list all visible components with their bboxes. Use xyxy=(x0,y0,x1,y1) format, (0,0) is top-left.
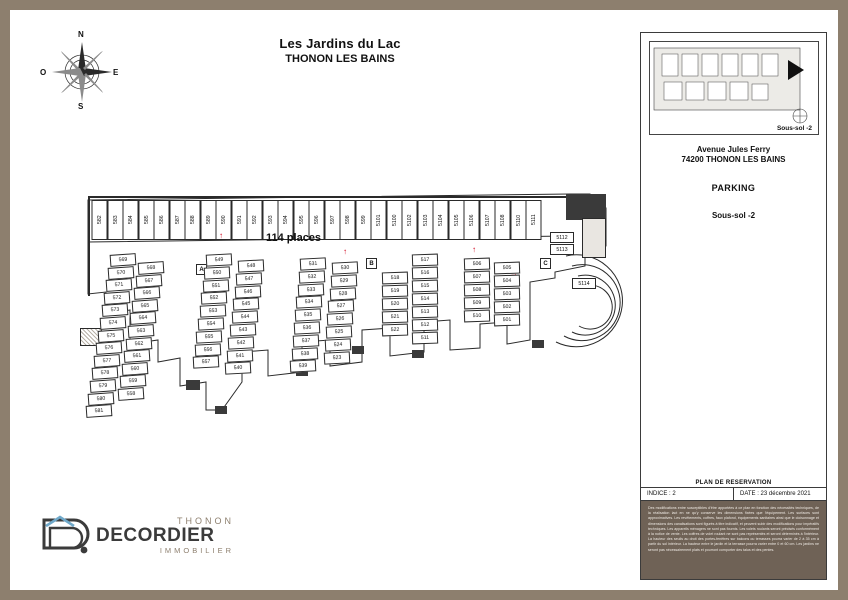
parking-stall[interactable]: 5101 xyxy=(371,200,387,240)
parking-stall[interactable]: 531 xyxy=(300,257,327,270)
mini-map-label: Sous-sol -2 xyxy=(776,125,812,132)
parking-stall[interactable]: 538 xyxy=(291,347,318,360)
tech-room-2 xyxy=(186,380,200,390)
logo-immobilier: IMMOBILIER xyxy=(159,546,234,555)
parking-stall[interactable]: 517 xyxy=(412,254,438,267)
direction-arrow-2: ↑ xyxy=(343,247,347,256)
parking-stall[interactable]: 532 xyxy=(299,270,326,283)
wall-top xyxy=(88,196,570,198)
parking-stall[interactable]: 553 xyxy=(199,305,226,318)
parking-stall[interactable]: 567 xyxy=(136,274,163,288)
parking-stall[interactable]: 564 xyxy=(130,311,157,325)
parking-stall[interactable]: 584 xyxy=(123,200,139,240)
parking-stall[interactable]: 516 xyxy=(412,267,438,280)
address-line-1: Avenue Jules Ferry xyxy=(696,145,771,154)
tech-room-6 xyxy=(412,350,424,358)
parking-stall[interactable]: 591 xyxy=(232,200,248,240)
parking-stall[interactable]: 565 xyxy=(132,299,159,313)
parking-stall[interactable]: 5108 xyxy=(495,200,511,240)
parking-stall[interactable]: 576 xyxy=(96,341,123,355)
parking-stall[interactable]: 518 xyxy=(382,272,408,285)
parking-stall[interactable]: 550 xyxy=(204,266,231,279)
parking-stall[interactable]: 539 xyxy=(290,360,317,373)
parking-stall[interactable]: 559 xyxy=(120,374,147,388)
parking-stall[interactable]: 535 xyxy=(295,309,322,322)
tech-room-3 xyxy=(215,406,227,414)
stair-block xyxy=(582,218,606,258)
legal-disclaimer: Des modifications entre susceptibles d'être apportées à ce plan en fonction des nécessités techniques, de la réalisation lact en ne qu'y conserve les dimensions fixées que l'équipement. Les surfaces sont approximatives. Les revêtements, coffres, faux plafond, équipements sanitaires ainsi que le cloisonnage et dimensions des canalisations sont figurés à titre indicatif, et peuvent subir des modifications pour impératifs techniques. Les appareils ménagers ne sont pas fournis. Les volets roulants seront précisés conformément à la notice de vente. Les coffres de volet roulant ne sont pas représentés et seront déterminés à l'intérieur. La hauteur des seuils au droit des portes-fenêtres sur balcons ou terrasses pourra varier de 2 à 35 cm à partir du sol intérieur. La hauteur entre le jardin et la terrasse pourra varier entre 0 et 60 cm. Les jardins ne seront pas nécessairement plats et pourront comporter des talus et des pentes. xyxy=(641,501,826,579)
parking-stall[interactable]: 562 xyxy=(126,337,153,351)
parking-stall[interactable]: 5104 xyxy=(433,200,449,240)
parking-stall[interactable]: 561 xyxy=(124,349,151,363)
parking-stall[interactable]: 571 xyxy=(106,278,133,292)
parking-stall[interactable]: 519 xyxy=(382,285,408,298)
parking-stall[interactable]: 513 xyxy=(412,306,438,319)
direction-arrow-1: ↑ xyxy=(219,231,223,240)
parking-stall[interactable]: 504 xyxy=(494,275,520,288)
logo-mark-icon xyxy=(40,514,92,560)
parking-stall[interactable]: 598 xyxy=(340,200,356,240)
parking-stall[interactable]: 573 xyxy=(102,303,129,317)
parking-stall[interactable]: 508 xyxy=(464,284,490,297)
compass-s: S xyxy=(78,102,84,111)
sheet xyxy=(10,10,838,590)
parking-stall[interactable]: 523 xyxy=(323,351,350,364)
parking-stall[interactable]: 528 xyxy=(329,287,356,300)
parking-stall[interactable]: 547 xyxy=(236,272,263,285)
parking-stall[interactable]: 566 xyxy=(134,286,161,300)
parking-stall[interactable]: 5112 xyxy=(550,232,574,243)
parking-stall[interactable]: 575 xyxy=(98,329,125,343)
parking-stall[interactable]: 507 xyxy=(464,271,490,284)
parking-stall[interactable]: 5102 xyxy=(402,200,418,240)
parking-stall[interactable]: 537 xyxy=(293,334,320,347)
parking-stall[interactable]: 580 xyxy=(88,392,115,406)
parking-stall[interactable]: 530 xyxy=(332,261,359,274)
parking-stall[interactable]: 511 xyxy=(412,332,438,345)
parking-stall[interactable]: 541 xyxy=(227,349,254,362)
tech-room-5 xyxy=(352,346,364,354)
parking-stall[interactable]: 574 xyxy=(100,316,127,330)
parking-stall[interactable]: 552 xyxy=(201,292,228,305)
info-panel xyxy=(640,32,827,580)
plan-level-label: Sous-sol -2 xyxy=(711,211,756,220)
parking-stall[interactable]: 583 xyxy=(108,200,124,240)
compass-n: N xyxy=(78,30,84,39)
parking-stall[interactable]: 5107 xyxy=(480,200,496,240)
parking-stall[interactable]: 524 xyxy=(325,338,352,351)
parking-stall[interactable]: 514 xyxy=(412,293,438,306)
parking-stall[interactable]: 5106 xyxy=(464,200,480,240)
parking-stall[interactable]: 581 xyxy=(86,404,113,418)
mini-location-map xyxy=(649,41,819,135)
service-block-top xyxy=(566,194,606,220)
page-title: Les Jardins du Lac xyxy=(279,36,401,51)
parking-stall[interactable]: 543 xyxy=(230,323,257,336)
address-line-2: 74200 THONON LES BAINS xyxy=(681,155,786,164)
revision-bar xyxy=(641,487,826,501)
parking-stall[interactable]: 503 xyxy=(494,288,520,301)
company-logo xyxy=(40,510,240,570)
parking-stall[interactable]: 589 xyxy=(201,200,217,240)
parking-stall[interactable]: 525 xyxy=(326,325,353,338)
parking-stall[interactable]: 587 xyxy=(170,200,186,240)
parking-stall[interactable]: 588 xyxy=(185,200,201,240)
parking-stall[interactable]: 542 xyxy=(228,336,255,349)
wall-left xyxy=(88,196,90,296)
parking-stall[interactable]: 556 xyxy=(195,343,222,356)
parking-stall[interactable]: 548 xyxy=(238,259,265,272)
address-block xyxy=(641,145,826,164)
parking-stall[interactable]: 520 xyxy=(382,298,408,311)
parking-stall[interactable]: 596 xyxy=(309,200,325,240)
parking-stall[interactable]: 557 xyxy=(193,356,220,369)
parking-stall[interactable]: 533 xyxy=(297,283,324,296)
reservation-title: PLAN DE RESERVATION xyxy=(695,480,772,486)
parking-stall[interactable]: 560 xyxy=(122,362,149,376)
parking-stall[interactable]: 554 xyxy=(198,317,225,330)
parking-stall[interactable]: 558 xyxy=(118,387,145,401)
page-subtitle: THONON LES BAINS xyxy=(285,53,395,65)
compass-o: O xyxy=(40,68,47,77)
parking-stall[interactable]: 545 xyxy=(233,298,260,311)
marker-c: C xyxy=(540,258,551,269)
parking-stall[interactable]: 595 xyxy=(294,200,310,240)
parking-stall[interactable]: 506 xyxy=(464,258,490,271)
parking-stall[interactable]: 5110 xyxy=(511,200,527,240)
parking-stall[interactable]: 579 xyxy=(90,379,117,393)
marker-a: A xyxy=(196,264,207,275)
parking-stall[interactable]: 585 xyxy=(139,200,155,240)
parking-stall[interactable]: 510 xyxy=(464,310,490,323)
indice-label: INDICE : 2 xyxy=(647,491,676,497)
parking-stall[interactable]: 5114 xyxy=(572,278,596,289)
compass-e: E xyxy=(113,68,119,77)
parking-stall[interactable]: 592 xyxy=(247,200,263,240)
parking-stall[interactable]: 549 xyxy=(206,253,233,266)
parking-stall[interactable]: 555 xyxy=(196,330,223,343)
parking-stall[interactable]: 522 xyxy=(382,324,408,337)
tech-room-7 xyxy=(532,340,544,348)
direction-arrow-3: ↑ xyxy=(472,245,476,254)
plan-type-label: PARKING xyxy=(711,183,756,193)
parking-stall[interactable]: 540 xyxy=(225,362,252,375)
parking-stall[interactable]: 502 xyxy=(494,301,520,314)
parking-stall[interactable]: 578 xyxy=(92,366,119,380)
parking-stall[interactable]: 512 xyxy=(412,319,438,332)
parking-stall[interactable]: 515 xyxy=(412,280,438,293)
parking-stall[interactable]: 599 xyxy=(356,200,372,240)
parking-stall[interactable]: 5105 xyxy=(449,200,465,240)
parking-stall[interactable]: 594 xyxy=(278,200,294,240)
parking-stall[interactable]: 569 xyxy=(110,253,137,267)
logo-thonon: THONON xyxy=(177,516,234,526)
parking-stall[interactable]: 544 xyxy=(231,311,258,324)
marker-b: B xyxy=(366,258,377,269)
parking-stall[interactable]: 551 xyxy=(203,279,230,292)
parking-stall[interactable]: 501 xyxy=(494,314,520,327)
parking-stall[interactable]: 586 xyxy=(154,200,170,240)
parking-stall[interactable]: 5100 xyxy=(387,200,403,240)
parking-stall[interactable]: 527 xyxy=(328,300,355,313)
parking-stall[interactable]: 568 xyxy=(138,261,165,275)
parking-stall[interactable]: 5111 xyxy=(526,200,542,240)
floor-plan xyxy=(10,10,630,590)
parking-stall[interactable]: 546 xyxy=(235,285,262,298)
parking-stall[interactable]: 526 xyxy=(327,313,354,326)
parking-stall[interactable]: 572 xyxy=(104,291,131,305)
parking-stall[interactable]: 521 xyxy=(382,311,408,324)
places-count: 114 places xyxy=(266,232,322,244)
parking-stall[interactable]: 590 xyxy=(216,200,232,240)
parking-stall[interactable]: 536 xyxy=(294,321,321,334)
parking-stall[interactable]: 509 xyxy=(464,297,490,310)
parking-stall[interactable]: 570 xyxy=(108,266,135,280)
parking-stall[interactable]: 582 xyxy=(92,200,108,240)
parking-stall[interactable]: 593 xyxy=(263,200,279,240)
parking-stall[interactable]: 577 xyxy=(94,354,121,368)
parking-stall[interactable]: 5113 xyxy=(550,244,574,255)
parking-stall[interactable]: 563 xyxy=(128,324,155,338)
logo-text xyxy=(96,516,234,555)
parking-stall[interactable]: 529 xyxy=(331,274,358,287)
date-label: DATE : 23 décembre 2021 xyxy=(733,488,826,500)
parking-stall[interactable]: 505 xyxy=(494,262,520,275)
parking-stall[interactable]: 597 xyxy=(325,200,341,240)
parking-stall[interactable]: 5103 xyxy=(418,200,434,240)
parking-stall[interactable]: 534 xyxy=(296,296,323,309)
logo-decordier: DECORDIER xyxy=(96,525,215,546)
